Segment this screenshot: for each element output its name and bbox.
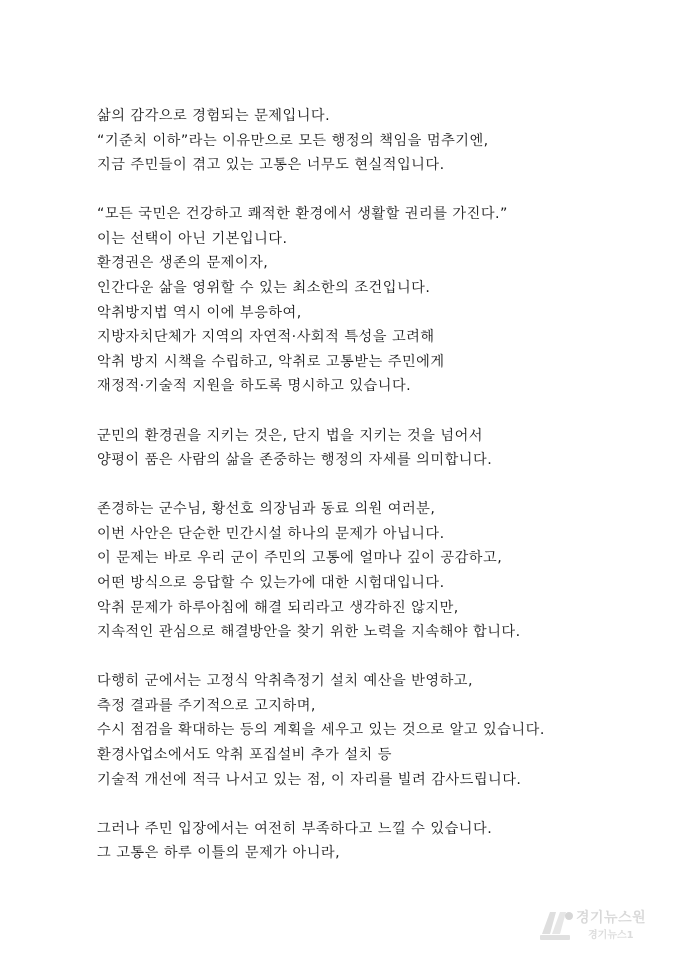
text-line: 지속적인 관심으로 해결방안을 찾기 위한 노력을 지속해야 합니다.	[97, 624, 521, 641]
document-body	[97, 104, 657, 890]
paragraph	[97, 669, 657, 792]
text-line: 수시 점검을 확대하는 등의 계획을 세우고 있는 것으로 알고 있습니다.	[97, 722, 545, 739]
text-line: 어떤 방식으로 응답할 수 있는가에 대한 시험대입니다.	[97, 575, 445, 591]
text-line: 존경하는 군수님, 황선호 의장님과 동료 의원 여러분,	[97, 501, 436, 518]
paragraph	[97, 497, 657, 645]
text-line: 삶의 감각으로 경험되는 문제입니다.	[97, 108, 331, 124]
text-line: 악취 문제가 하루아침에 해결 되리라고 생각하진 않지만,	[97, 599, 459, 616]
text-line: 지금 주민들이 겪고 있는 고통은 너무도 현실적입니다.	[97, 157, 445, 174]
text-line: 양평이 품은 사람의 삶을 존중하는 행정의 자세를 의미합니다.	[97, 452, 493, 469]
text-line: 그러나 주민 입장에서는 여전히 부족하다고 느낄 수 있습니다.	[97, 820, 493, 837]
text-line: 기술적 개선에 적극 나서고 있는 점, 이 자리를 빌려 감사드립니다.	[97, 771, 522, 788]
text-line: 그 고통은 하루 이틀의 문제가 아니라,	[97, 845, 341, 862]
text-line: 이 문제는 바로 우리 군이 주민의 고통에 얼마나 깊이 공감하고,	[97, 550, 503, 567]
text-line: 악취 방지 시책을 수립하고, 악취로 고통받는 주민에게	[97, 353, 445, 370]
text-line: “기준치 이하”라는 이유만으로 모든 행정의 책임을 멈추기엔,	[97, 132, 489, 149]
text-line: 재정적·기술적 지원을 하도록 명시하고 있습니다.	[97, 378, 412, 395]
text-line: 다행히 군에서는 고정식 악취측정기 설치 예산을 반영하고,	[97, 673, 473, 690]
watermark-main-text: 경기뉴스원	[576, 910, 647, 926]
paragraph	[97, 817, 657, 866]
text-line: 환경사업소에서도 악취 포집설비 추가 설치 등	[97, 747, 392, 764]
gnt-logo-icon	[536, 904, 576, 944]
text-line: 군민의 환경권을 지키는 것은, 단지 법을 지키는 것을 넘어서	[97, 427, 484, 444]
watermark	[536, 904, 666, 944]
text-line: 이는 선택이 아닌 기본입니다.	[97, 230, 288, 247]
text-line: 이번 사안은 단순한 민간시설 하나의 문제가 아닙니다.	[97, 525, 445, 542]
text-line: “모든 국민은 건강하고 쾌적한 환경에서 생활할 권리를 가진다.”	[97, 206, 508, 223]
text-line: 인간다운 삶을 영위할 수 있는 최소한의 조건입니다.	[97, 280, 431, 297]
text-line: 악취방지법 역시 이에 부응하여,	[97, 304, 302, 321]
paragraph	[97, 424, 657, 473]
paragraph	[97, 104, 657, 178]
paragraph	[97, 202, 657, 399]
text-line: 측정 결과를 주기적으로 고지하며,	[97, 697, 316, 714]
watermark-sub-text: 경기뉴스1	[588, 930, 634, 941]
text-line: 지방자치단체가 지역의 자연적·사회적 특성을 고려해	[97, 329, 435, 346]
text-line: 환경권은 생존의 문제이자,	[97, 255, 269, 272]
